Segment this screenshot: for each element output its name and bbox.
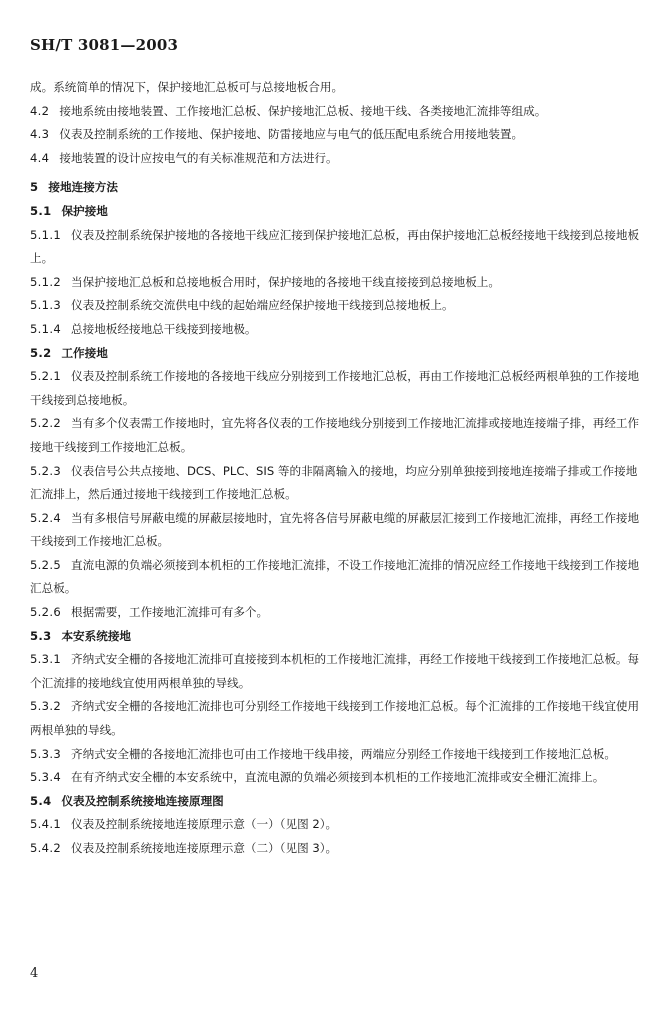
clause-text: 本安系统接地 xyxy=(61,628,132,643)
section-heading xyxy=(30,200,640,224)
clause-text: 仪表信号公共点接地、DCS、PLC、SIS 等的非隔离输入的接地，均应分别单独接到接地连接端子排或工作接地汇流排上，然后通过接地干线接到工作接地汇总板。 xyxy=(30,463,638,502)
clause-text: 仪表及控制系统接地连接原理图 xyxy=(61,793,224,808)
clause-number: 5.2.6 xyxy=(30,605,61,620)
paragraph xyxy=(30,813,640,837)
clause-text: 工作接地 xyxy=(61,345,108,360)
clause-text: 当保护接地汇总板和总接地板合用时，保护接地的各接地干线直接接到总接地板上。 xyxy=(71,274,500,289)
clause-text: 在有齐纳式安全栅的本安系统中，直流电源的负端必须接到本机柜的工作接地汇流排或安全栅汇流排上。 xyxy=(71,770,605,785)
clause-text: 齐纳式安全栅的各接地汇流排也可由工作接地干线串接，两端应分别经工作接地干线接到工作接地汇总板。 xyxy=(71,746,616,761)
clause-number: 5.1 xyxy=(30,203,52,218)
paragraph xyxy=(30,76,640,100)
clause-number: 5.3.4 xyxy=(30,770,61,785)
clause-number: 5 xyxy=(30,180,39,195)
paragraph xyxy=(30,743,640,767)
paragraph xyxy=(30,100,640,124)
clause-number: 5.2.5 xyxy=(30,557,61,572)
clause-text: 仪表及控制系统保护接地的各接地干线应汇接到保护接地汇总板，再由保护接地汇总板经接地干线接到总接地板上。 xyxy=(30,227,640,266)
clause-text: 接地系统由接地装置、工作接地汇总板、保护接地汇总板、接地干线、各类接地汇流排等组成。 xyxy=(59,103,547,118)
document-body xyxy=(30,76,640,861)
clause-text: 根据需要，工作接地汇流排可有多个。 xyxy=(71,605,269,620)
clause-text: 保护接地 xyxy=(61,203,108,218)
paragraph xyxy=(30,460,640,507)
clause-number: 5.3.3 xyxy=(30,746,61,761)
paragraph xyxy=(30,766,640,790)
clause-text: 仪表及控制系统的工作接地、保护接地、防雷接地应与电气的低压配电系统合用接地装置。 xyxy=(59,127,524,142)
section-heading xyxy=(30,342,640,366)
paragraph xyxy=(30,554,640,601)
clause-text: 仪表及控制系统工作接地的各接地干线应分别接到工作接地汇总板，再由工作接地汇总板经两根单独的工作接地干线接到总接地板。 xyxy=(30,369,640,407)
clause-number: 5.2 xyxy=(30,345,52,360)
clause-number: 5.2.4 xyxy=(30,510,61,525)
clause-number: 4.4 xyxy=(30,150,50,165)
section-heading xyxy=(30,790,640,814)
clause-text: 直流电源的负端必须接到本机柜的工作接地汇流排，不设工作接地汇流排的情况应经工作接地干线接到工作接地汇总板。 xyxy=(30,557,640,596)
section-heading xyxy=(30,625,640,649)
clause-text: 齐纳式安全栅的各接地汇流排也可分别经工作接地干线接到工作接地汇总板。每个汇流排的工作接地干线宜使用两根单独的导线。 xyxy=(30,699,640,738)
paragraph xyxy=(30,412,640,459)
paragraph xyxy=(30,507,640,554)
paragraph xyxy=(30,224,640,271)
clause-number: 4.2 xyxy=(30,103,50,118)
clause-text: 齐纳式安全栅的各接地汇流排可直接接到本机柜的工作接地汇流排，再经工作接地干线接到工作接地汇总板。每个汇流排的接地线宜使用两根单独的导线。 xyxy=(30,652,640,690)
standard-code-header: SH/T 3081—2003 xyxy=(30,36,179,54)
paragraph xyxy=(30,123,640,147)
clause-number: 5.3.2 xyxy=(30,699,61,714)
clause-number: 5.1.1 xyxy=(30,227,61,242)
clause-number: 5.1.3 xyxy=(30,298,61,313)
paragraph xyxy=(30,271,640,295)
paragraph xyxy=(30,318,640,342)
clause-text: 仪表及控制系统接地连接原理示意（二）（见图 3）。 xyxy=(71,841,338,855)
clause-number: 5.2.1 xyxy=(30,369,61,384)
paragraph xyxy=(30,601,640,625)
clause-text: 仪表及控制系统接地连接原理示意（一）（见图 2）。 xyxy=(71,817,338,832)
clause-number: 5.3.1 xyxy=(30,652,61,667)
clause-number: 5.4 xyxy=(30,793,52,808)
paragraph xyxy=(30,837,640,861)
clause-text: 当有多个仪表需工作接地时，宜先将各仪表的工作接地线分别接到工作接地汇流排或接地连接端子排，再经工作接地干线接到工作接地汇总板。 xyxy=(30,416,640,454)
clause-text: 仪表及控制系统交流供电中线的起始端应经保护接地干线接到总接地板上。 xyxy=(71,298,454,313)
paragraph xyxy=(30,294,640,318)
clause-number: 5.4.1 xyxy=(30,817,61,832)
paragraph xyxy=(30,365,640,412)
paragraph xyxy=(30,648,640,695)
clause-number: 5.4.2 xyxy=(30,841,61,855)
page-number: 4 xyxy=(30,966,39,981)
paragraph xyxy=(30,695,640,742)
clause-text: 接地装置的设计应按电气的有关标准规范和方法进行。 xyxy=(59,150,338,165)
clause-number: 5.1.4 xyxy=(30,321,61,336)
clause-text: 接地连接方法 xyxy=(48,180,118,195)
paragraph xyxy=(30,147,640,171)
clause-text: 成。系统简单的情况下，保护接地汇总板可与总接地板合用。 xyxy=(30,80,344,94)
clause-number: 5.1.2 xyxy=(30,274,61,289)
section-heading xyxy=(30,176,640,200)
clause-text: 当有多根信号屏蔽电缆的屏蔽层接地时，宜先将各信号屏蔽电缆的屏蔽层汇接到工作接地汇流排，再经工作接地干线接到工作接地汇总板。 xyxy=(30,510,640,549)
clause-number: 4.3 xyxy=(30,127,50,142)
clause-number: 5.2.2 xyxy=(30,416,61,431)
clause-number: 5.3 xyxy=(30,628,52,643)
clause-text: 总接地板经接地总干线接到接地极。 xyxy=(71,321,257,336)
clause-number: 5.2.3 xyxy=(30,463,61,478)
